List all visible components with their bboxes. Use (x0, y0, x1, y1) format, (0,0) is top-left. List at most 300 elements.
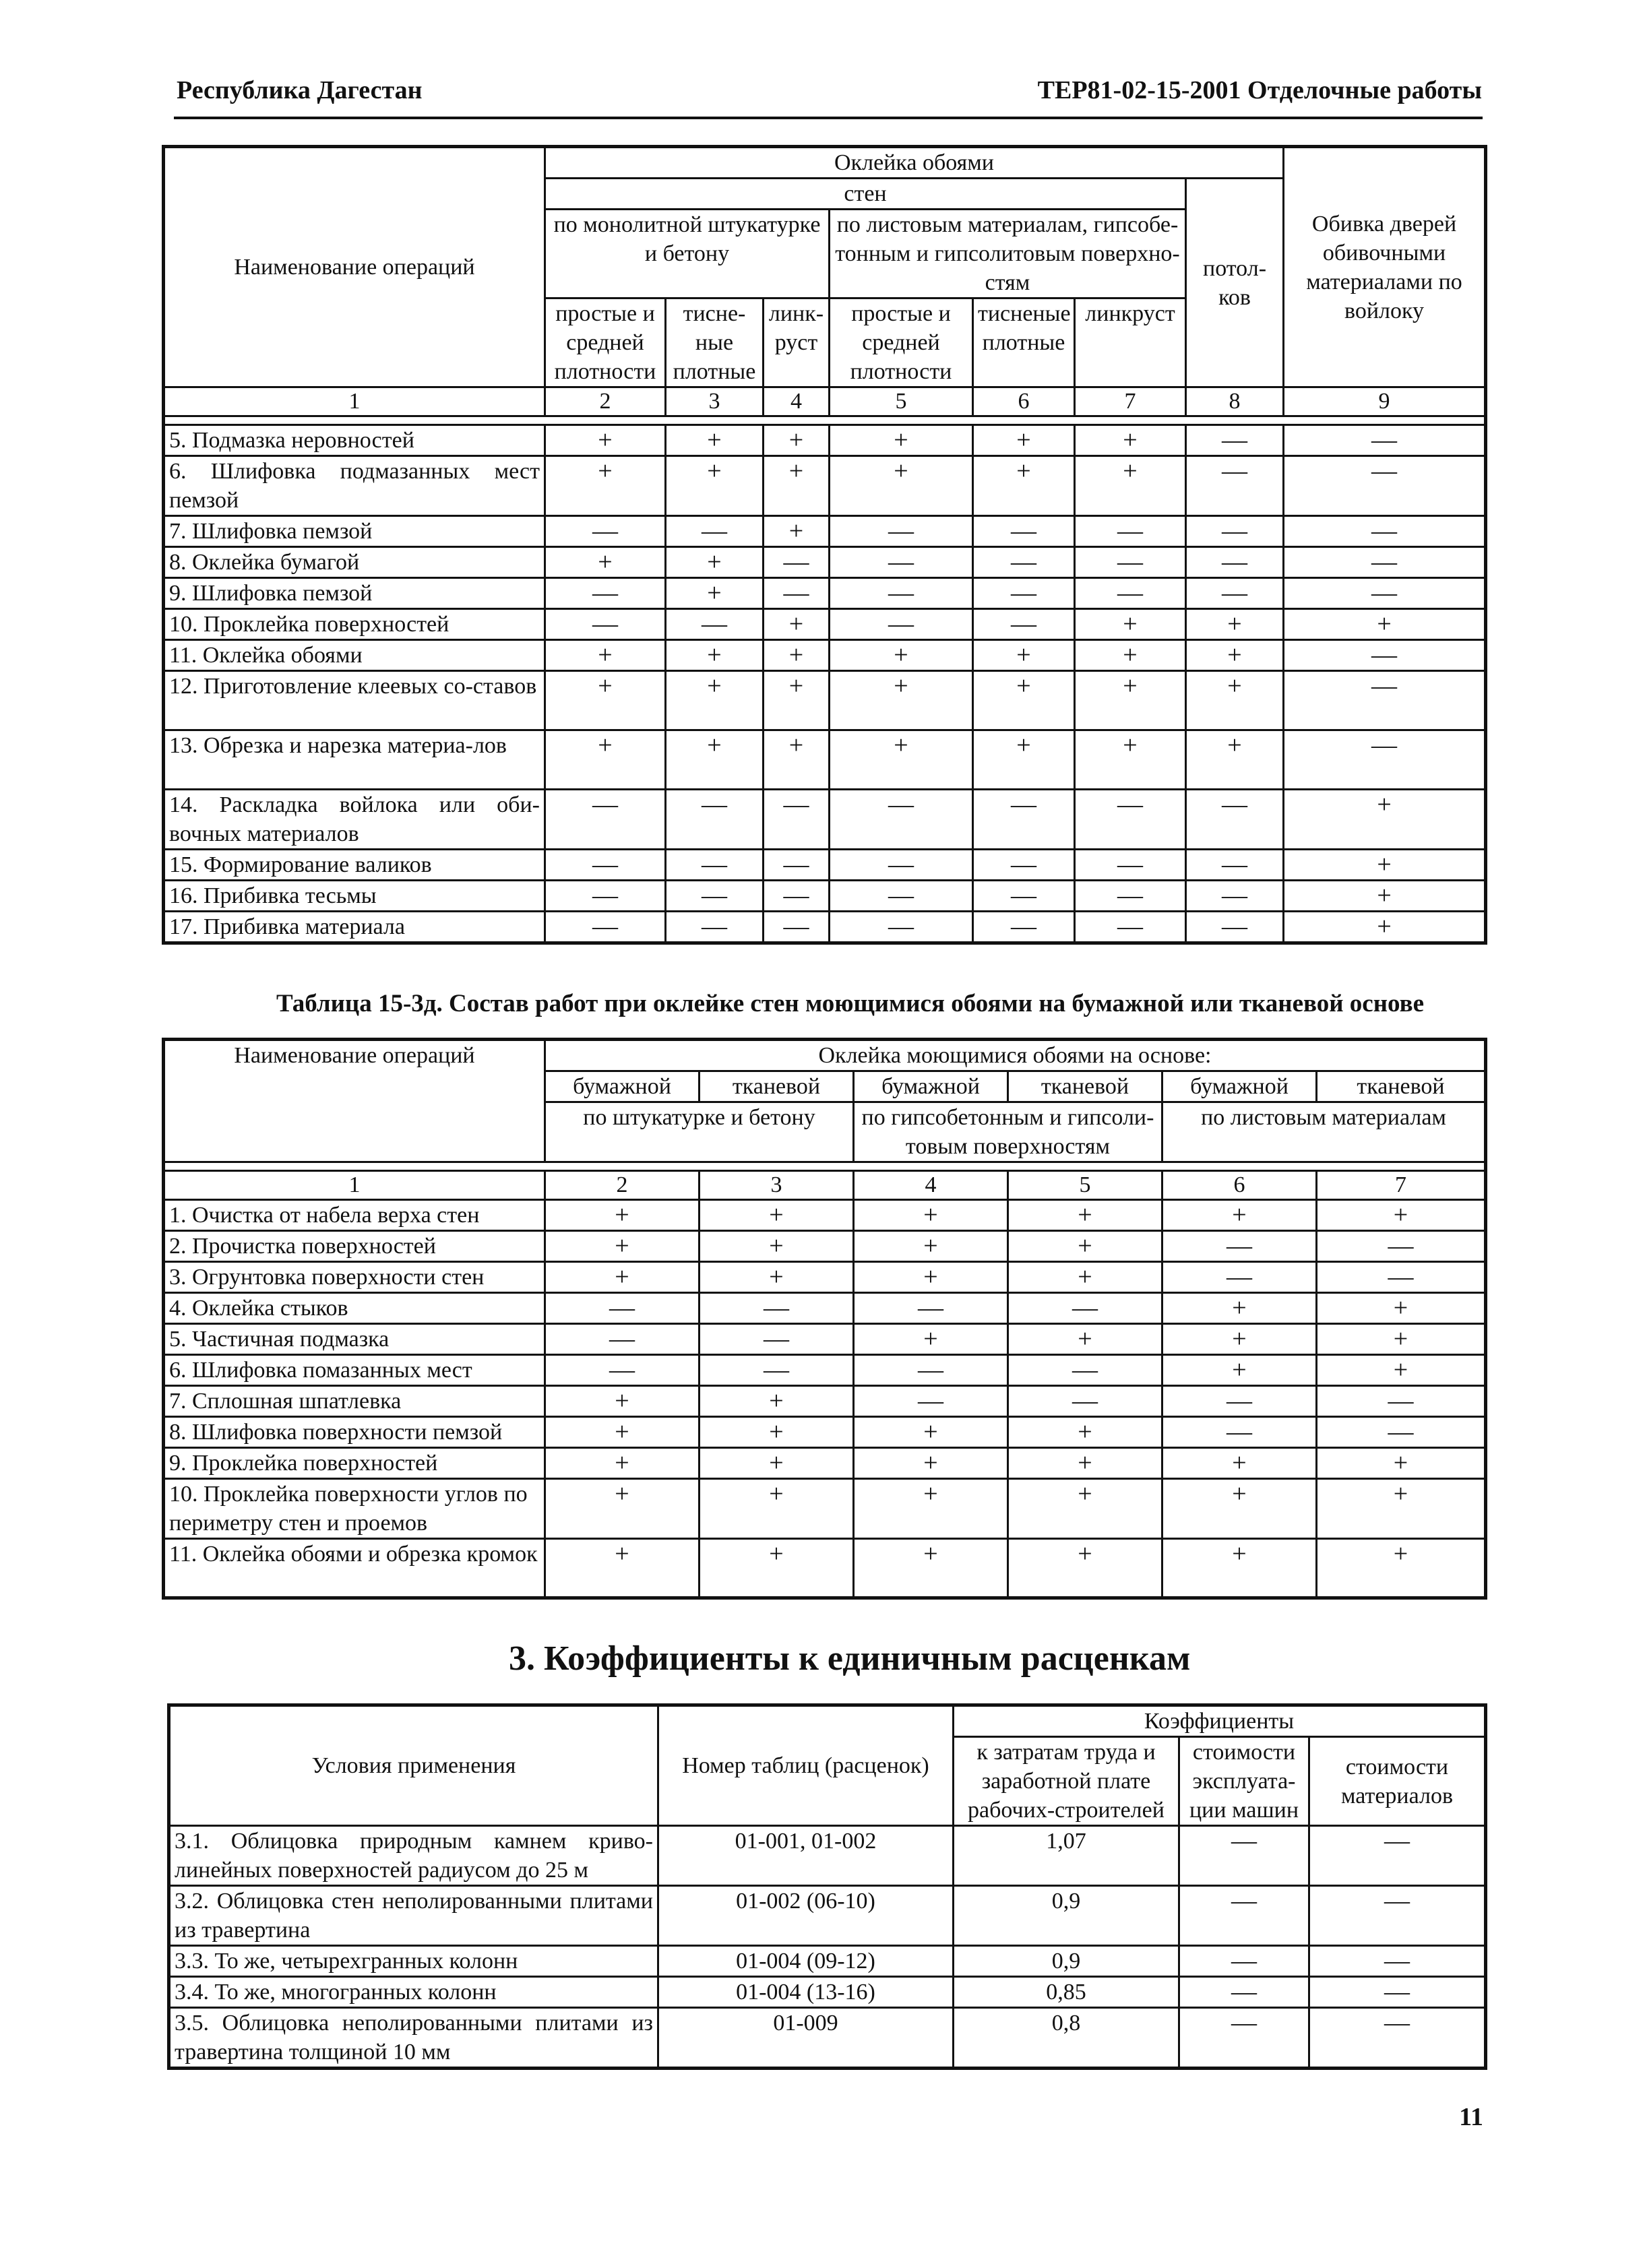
t2-index-cell: 6 (1162, 1171, 1317, 1200)
table-number: 01-009 (658, 2008, 954, 2069)
materials-coefficient: — (1309, 1946, 1486, 1977)
operation-mark: + (700, 1539, 854, 1598)
machines-coefficient: — (1179, 1886, 1309, 1946)
t1-head-lincrusta: линк-руст (764, 298, 830, 387)
operation-mark: + (700, 1417, 854, 1448)
operation-mark: + (545, 1200, 700, 1231)
operation-mark: + (545, 640, 666, 671)
t2-head-paper: бумажной (854, 1071, 1008, 1102)
t2-index-cell: 3 (700, 1171, 854, 1200)
table-row (164, 1539, 1486, 1598)
operation-mark: — (1186, 790, 1284, 850)
table-number: 01-004 (09-12) (658, 1946, 954, 1977)
table-row (164, 1448, 1486, 1479)
operation-mark: + (1162, 1355, 1317, 1386)
operation-name: 6. Шлифовка помазанных мест (164, 1355, 545, 1386)
operation-mark: + (545, 671, 666, 730)
operation-mark: — (854, 1386, 1008, 1417)
operation-mark: — (1284, 671, 1486, 730)
operation-mark: — (1186, 881, 1284, 912)
operation-mark: + (1008, 1479, 1162, 1539)
operation-mark: + (1162, 1539, 1317, 1598)
operation-mark: + (1162, 1200, 1317, 1231)
operation-mark: + (700, 1479, 854, 1539)
t1-head-monolith: по монолитной штукатурке и бетону (545, 210, 830, 298)
table-row (164, 640, 1486, 671)
operation-mark: + (1008, 1448, 1162, 1479)
t2-head-fabric: тканевой (1008, 1071, 1162, 1102)
t2-head-fabric: тканевой (700, 1071, 854, 1102)
operation-mark: + (1008, 1539, 1162, 1598)
operation-name: 1. Очистка от набела верха стен (164, 1200, 545, 1231)
operation-mark: + (1162, 1324, 1317, 1355)
operation-mark: — (1075, 790, 1186, 850)
operation-mark: — (973, 578, 1075, 609)
table-row (164, 425, 1486, 456)
t1-index-cell: 7 (1075, 387, 1186, 416)
operation-mark: — (1284, 425, 1486, 456)
operation-mark: + (1008, 1200, 1162, 1231)
operation-mark: + (1186, 671, 1284, 730)
table-row (169, 1826, 1486, 1886)
operation-mark: — (1186, 912, 1284, 943)
table-row (164, 578, 1486, 609)
operation-mark: — (830, 912, 973, 943)
table-number: 01-001, 01-002 (658, 1826, 954, 1886)
operation-mark: — (1284, 516, 1486, 547)
t2-index-cell: 1 (164, 1171, 545, 1200)
operation-mark: — (545, 1324, 700, 1355)
operation-mark: — (1186, 547, 1284, 578)
table-row (169, 2008, 1486, 2069)
operation-mark: + (1317, 1200, 1486, 1231)
operation-mark: + (1075, 640, 1186, 671)
operation-name: 12. Приготовление клеевых со-ставов (164, 671, 545, 730)
operation-mark: — (1008, 1293, 1162, 1324)
operation-mark: — (1284, 547, 1486, 578)
table-row (164, 671, 1486, 730)
t1-body (164, 425, 1486, 943)
operation-mark: + (830, 730, 973, 790)
operation-name: 14. Раскладка войлока или оби-вочных материалов (164, 790, 545, 850)
t2-head-group: Оклейка моющимися обоями на основе: (545, 1040, 1486, 1071)
t1-head-sheet: по листовым материалам, гипсобе-тонным и гипсолитовым поверхно-стям (830, 210, 1186, 298)
operation-mark: + (1008, 1231, 1162, 1262)
operation-mark: + (1008, 1324, 1162, 1355)
operation-name: 5. Подмазка неровностей (164, 425, 545, 456)
operation-mark: — (1186, 425, 1284, 456)
operation-mark: + (854, 1324, 1008, 1355)
t1-index-cell: 5 (830, 387, 973, 416)
t2-body (164, 1200, 1486, 1598)
operation-mark: — (666, 516, 764, 547)
operation-mark: — (1008, 1386, 1162, 1417)
t1-head-lincrusta-2: линкруст (1075, 298, 1186, 387)
operation-mark: + (973, 730, 1075, 790)
operation-mark: + (973, 671, 1075, 730)
table-row (164, 1200, 1486, 1231)
operation-mark: + (545, 1386, 700, 1417)
operation-name: 16. Прибивка тесьмы (164, 881, 545, 912)
operation-mark: + (1186, 609, 1284, 640)
table-row (169, 1977, 1486, 2008)
operation-mark: — (973, 850, 1075, 881)
table-row (164, 1417, 1486, 1448)
operation-mark: — (545, 1293, 700, 1324)
table-row (164, 790, 1486, 850)
table-row (164, 516, 1486, 547)
table-row (164, 850, 1486, 881)
operation-mark: — (1075, 516, 1186, 547)
operation-mark: — (764, 881, 830, 912)
labor-coefficient: 0,9 (954, 1946, 1179, 1977)
t1-index-cell: 3 (666, 387, 764, 416)
t2-head-name: Наименование операций (164, 1040, 545, 1162)
operation-mark: — (830, 881, 973, 912)
machines-coefficient: — (1179, 1826, 1309, 1886)
operation-mark: — (1317, 1386, 1486, 1417)
operation-mark: — (545, 912, 666, 943)
t1-head-simple-2: простые и средней плотности (830, 298, 973, 387)
operation-mark: + (973, 456, 1075, 516)
table-row (169, 1886, 1486, 1946)
operation-mark: — (973, 609, 1075, 640)
operation-mark: — (973, 912, 1075, 943)
materials-coefficient: — (1309, 1886, 1486, 1946)
t3-head-conditions: Условия применения (169, 1705, 658, 1826)
operation-mark: — (1317, 1231, 1486, 1262)
operation-name: 2. Прочистка поверхностей (164, 1231, 545, 1262)
t1-head-doors: Обивка дверей обивочными материалами по войлоку (1284, 147, 1486, 387)
operation-mark: — (830, 609, 973, 640)
operation-mark: + (1075, 609, 1186, 640)
t1-index-cell: 4 (764, 387, 830, 416)
operation-mark: — (666, 850, 764, 881)
t2-head-gypsum: по гипсобетонным и гипсоли-товым поверхностям (854, 1102, 1162, 1162)
operation-mark: — (1284, 456, 1486, 516)
table-row (164, 1386, 1486, 1417)
operation-mark: — (700, 1324, 854, 1355)
operation-mark: — (1317, 1417, 1486, 1448)
operation-mark: + (1284, 790, 1486, 850)
operation-mark: — (764, 790, 830, 850)
operation-name: 6. Шлифовка подмазанных мест пемзой (164, 456, 545, 516)
operation-mark: — (973, 547, 1075, 578)
operation-mark: + (666, 730, 764, 790)
operation-mark: — (666, 912, 764, 943)
t2-index-cell: 5 (1008, 1171, 1162, 1200)
t2-index-cell: 4 (854, 1171, 1008, 1200)
operation-mark: — (830, 547, 973, 578)
machines-coefficient: — (1179, 2008, 1309, 2069)
operation-mark: + (854, 1448, 1008, 1479)
operation-mark: + (545, 1479, 700, 1539)
operation-mark: — (700, 1293, 854, 1324)
table-row (164, 730, 1486, 790)
operation-mark: + (1162, 1479, 1317, 1539)
materials-coefficient: — (1309, 2008, 1486, 2069)
operation-mark: + (666, 671, 764, 730)
operation-mark: — (854, 1355, 1008, 1386)
operation-mark: — (1075, 912, 1186, 943)
operation-mark: + (545, 1417, 700, 1448)
operation-mark: + (1317, 1324, 1486, 1355)
operation-name: 3. Огрунтовка поверхности стен (164, 1262, 545, 1293)
machines-coefficient: — (1179, 1977, 1309, 2008)
t2-head-fabric: тканевой (1317, 1071, 1486, 1102)
operation-mark: + (545, 456, 666, 516)
operation-mark: + (1284, 609, 1486, 640)
operation-mark: + (854, 1200, 1008, 1231)
t1-head-walls: стен (545, 179, 1186, 210)
header-document-code: ТЕР81-02-15-2001 Отделочные работы (1037, 76, 1482, 104)
table-row (169, 1946, 1486, 1977)
operation-mark: — (1186, 516, 1284, 547)
t2-index-cell: 7 (1317, 1171, 1486, 1200)
operation-mark: + (764, 456, 830, 516)
t1-index-cell: 9 (1284, 387, 1486, 416)
operation-mark: — (700, 1355, 854, 1386)
operation-mark: — (1162, 1231, 1317, 1262)
operation-mark: — (764, 912, 830, 943)
t1-head-ceilings: потол-ков (1186, 179, 1284, 387)
t2-head-sheets: по листовым материалам (1162, 1102, 1486, 1162)
condition-text: 3.4. То же, многогранных колонн (169, 1977, 658, 2008)
t3-head-materials: стоимости материалов (1309, 1737, 1486, 1826)
t3-head-machines: стоимости эксплуата-ции машин (1179, 1737, 1309, 1826)
operation-mark: + (666, 425, 764, 456)
operation-mark: + (830, 456, 973, 516)
operation-mark: + (700, 1200, 854, 1231)
materials-coefficient: — (1309, 1977, 1486, 2008)
condition-text: 3.1. Облицовка природным камнем криво-линейных поверхностей радиусом до 25 м (169, 1826, 658, 1886)
operation-mark: — (545, 578, 666, 609)
operation-mark: + (1284, 850, 1486, 881)
operation-mark: + (764, 425, 830, 456)
operation-mark: + (545, 1539, 700, 1598)
operation-mark: + (545, 1262, 700, 1293)
t1-head-simple: простые и средней плотности (545, 298, 666, 387)
operation-name: 17. Прибивка материала (164, 912, 545, 943)
operation-mark: — (1162, 1417, 1317, 1448)
operation-mark: + (700, 1262, 854, 1293)
operation-mark: + (854, 1231, 1008, 1262)
operation-mark: + (1317, 1355, 1486, 1386)
operation-mark: — (973, 516, 1075, 547)
t1-index-cell: 8 (1186, 387, 1284, 416)
table-row (164, 1262, 1486, 1293)
operations-table-washable-wallpaper (162, 1038, 1487, 1600)
table-number: 01-002 (06-10) (658, 1886, 954, 1946)
operation-mark: — (1284, 730, 1486, 790)
operation-mark: — (545, 609, 666, 640)
operation-mark: — (1075, 578, 1186, 609)
condition-text: 3.2. Облицовка стен неполированными плитами из травертина (169, 1886, 658, 1946)
operation-mark: + (1317, 1479, 1486, 1539)
operation-mark: + (1162, 1293, 1317, 1324)
operation-mark: — (973, 790, 1075, 850)
operation-mark: + (700, 1448, 854, 1479)
table-15-3d-caption: Таблица 15-3д. Состав работ при оклейке стен моющимися обоями на бумажной или тканевой основе (276, 990, 1425, 1017)
operation-mark: — (1284, 640, 1486, 671)
labor-coefficient: 0,85 (954, 1977, 1179, 2008)
operation-mark: — (764, 578, 830, 609)
t3-head-labor: к затратам труда и заработной плате рабочих-строителей (954, 1737, 1179, 1826)
condition-text: 3.3. То же, четырехгранных колонн (169, 1946, 658, 1977)
operation-name: 7. Шлифовка пемзой (164, 516, 545, 547)
operation-mark: — (764, 850, 830, 881)
materials-coefficient: — (1309, 1826, 1486, 1886)
operation-mark: + (1075, 730, 1186, 790)
operation-mark: — (545, 1355, 700, 1386)
operation-mark: — (1186, 456, 1284, 516)
operation-mark: + (854, 1262, 1008, 1293)
operation-mark: — (830, 516, 973, 547)
operation-mark: — (1008, 1355, 1162, 1386)
operation-mark: + (1284, 912, 1486, 943)
table-row (164, 456, 1486, 516)
operation-mark: + (764, 516, 830, 547)
operation-name: 8. Оклейка бумагой (164, 547, 545, 578)
condition-text: 3.5. Облицовка неполированными плитами из травертина толщиной 10 мм (169, 2008, 658, 2069)
operation-mark: + (1008, 1417, 1162, 1448)
t2-head-paper: бумажной (545, 1071, 700, 1102)
operation-mark: — (545, 516, 666, 547)
operation-mark: + (973, 640, 1075, 671)
table-row (164, 1293, 1486, 1324)
operation-mark: + (1075, 671, 1186, 730)
operation-mark: — (830, 850, 973, 881)
operation-mark: — (666, 790, 764, 850)
t1-index-cell: 1 (164, 387, 545, 416)
operation-mark: + (1284, 881, 1486, 912)
operation-mark: + (1317, 1448, 1486, 1479)
operation-name: 8. Шлифовка поверхности пемзой (164, 1417, 545, 1448)
operation-name: 4. Оклейка стыков (164, 1293, 545, 1324)
operation-mark: + (854, 1479, 1008, 1539)
table-row (164, 912, 1486, 943)
t3-head-table-no: Номер таблиц (расценок) (658, 1705, 954, 1826)
operation-name: 7. Сплошная шпатлевка (164, 1386, 545, 1417)
operation-mark: — (830, 578, 973, 609)
page-number: 11 (1459, 2103, 1483, 2131)
coefficients-table (167, 1703, 1487, 2070)
t1-head-wallpaper: Оклейка обоями (545, 147, 1284, 179)
table-row (164, 1324, 1486, 1355)
header-rule (174, 117, 1483, 119)
operation-name: 10. Проклейка поверхностей (164, 609, 545, 640)
table-row (164, 881, 1486, 912)
operation-mark: + (830, 671, 973, 730)
operation-mark: + (1186, 730, 1284, 790)
operation-mark: — (666, 881, 764, 912)
operation-mark: + (1317, 1539, 1486, 1598)
operation-mark: + (830, 640, 973, 671)
operation-mark: — (1075, 850, 1186, 881)
operation-mark: + (973, 425, 1075, 456)
operation-name: 10. Проклейка поверхности углов по периметру стен и проемов (164, 1479, 545, 1539)
labor-coefficient: 1,07 (954, 1826, 1179, 1886)
table-number: 01-004 (13-16) (658, 1977, 954, 2008)
section-3-title: 3. Коэффициенты к единичным расценкам (509, 1639, 1191, 1678)
operation-mark: — (830, 790, 973, 850)
t1-index-cell: 6 (973, 387, 1075, 416)
operation-name: 11. Оклейка обоями и обрезка кромок (164, 1539, 545, 1598)
operation-mark: + (545, 1231, 700, 1262)
operation-mark: + (545, 730, 666, 790)
operation-mark: — (1075, 881, 1186, 912)
operation-name: 9. Проклейка поверхностей (164, 1448, 545, 1479)
operation-mark: — (1186, 578, 1284, 609)
operation-mark: — (1284, 578, 1486, 609)
table-row (164, 609, 1486, 640)
t1-head-embossed: тисне-ные плотные (666, 298, 764, 387)
operation-mark: — (545, 881, 666, 912)
t1-index-cell: 2 (545, 387, 666, 416)
operation-mark: + (700, 1386, 854, 1417)
header-region: Республика Дагестан (177, 76, 423, 104)
operation-mark: + (764, 671, 830, 730)
operation-mark: + (545, 1448, 700, 1479)
operation-mark: — (1317, 1262, 1486, 1293)
table-row (164, 547, 1486, 578)
t3-body (169, 1826, 1486, 2069)
labor-coefficient: 0,9 (954, 1886, 1179, 1946)
operation-mark: + (854, 1539, 1008, 1598)
operation-name: 15. Формирование валиков (164, 850, 545, 881)
operation-mark: + (666, 547, 764, 578)
operation-mark: + (1075, 425, 1186, 456)
operation-mark: + (666, 456, 764, 516)
t1-head-name: Наименование операций (164, 147, 545, 387)
operation-mark: + (545, 425, 666, 456)
operation-mark: + (1186, 640, 1284, 671)
operation-mark: — (545, 850, 666, 881)
operation-name: 9. Шлифовка пемзой (164, 578, 545, 609)
operation-mark: + (700, 1231, 854, 1262)
operation-name: 11. Оклейка обоями (164, 640, 545, 671)
operation-mark: + (1162, 1448, 1317, 1479)
operation-mark: + (1008, 1262, 1162, 1293)
operation-mark: + (666, 640, 764, 671)
operation-mark: + (545, 547, 666, 578)
table-row (164, 1355, 1486, 1386)
labor-coefficient: 0,8 (954, 2008, 1179, 2069)
operation-mark: + (830, 425, 973, 456)
operations-table-wallpaper (162, 145, 1487, 945)
operation-mark: — (545, 790, 666, 850)
t1-head-embossed-2: тисненые плотные (973, 298, 1075, 387)
t2-head-paper: бумажной (1162, 1071, 1317, 1102)
operation-mark: + (666, 578, 764, 609)
operation-mark: + (764, 609, 830, 640)
operation-mark: + (764, 640, 830, 671)
table-row (164, 1479, 1486, 1539)
operation-mark: + (1317, 1293, 1486, 1324)
operation-name: 13. Обрезка и нарезка материа-лов (164, 730, 545, 790)
operation-name: 5. Частичная подмазка (164, 1324, 545, 1355)
operation-mark: — (1075, 547, 1186, 578)
table-row (164, 1231, 1486, 1262)
operation-mark: + (1075, 456, 1186, 516)
operation-mark: — (854, 1293, 1008, 1324)
operation-mark: — (764, 547, 830, 578)
t3-head-coefs: Коэффициенты (954, 1705, 1486, 1737)
operation-mark: + (854, 1417, 1008, 1448)
operation-mark: + (764, 730, 830, 790)
operation-mark: — (1186, 850, 1284, 881)
t2-head-plaster: по штукатурке и бетону (545, 1102, 854, 1162)
